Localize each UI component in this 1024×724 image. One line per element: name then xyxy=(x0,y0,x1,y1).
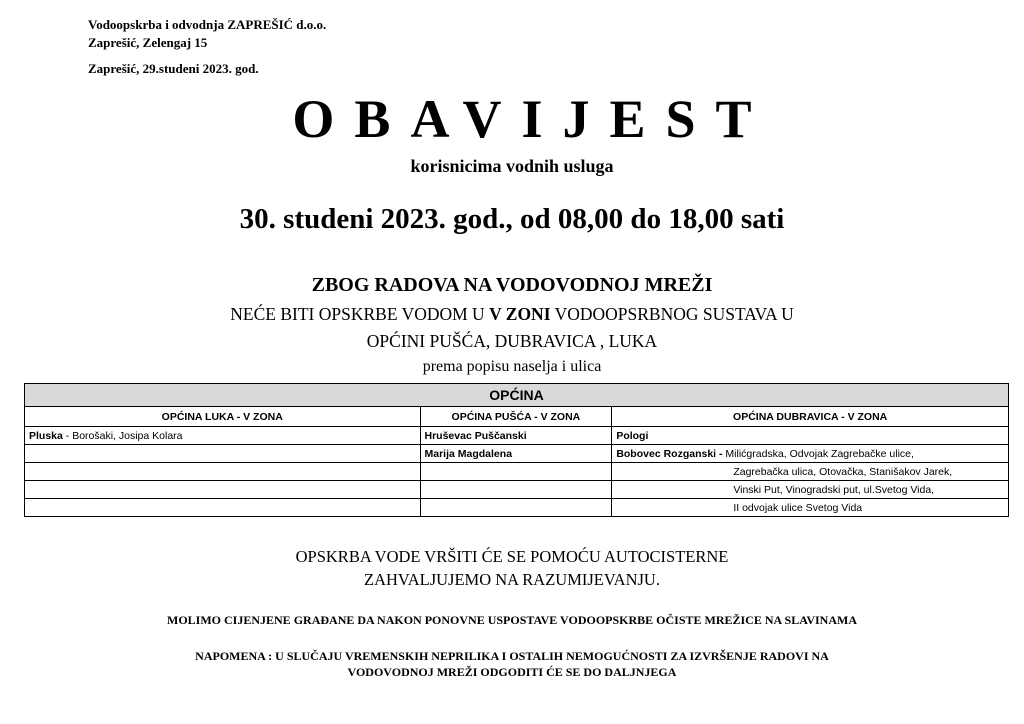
notice-line-municipalities: OPĆINI PUŠĆA, DUBRAVICA , LUKA xyxy=(366,331,658,351)
table-row xyxy=(25,427,1009,445)
notice-line-list: prema popisu naselja i ulica xyxy=(422,358,602,375)
table-column-headers xyxy=(25,407,1009,427)
company-address: Zaprešić, Zelengaj 15 xyxy=(88,35,208,50)
table-row xyxy=(25,463,1009,481)
pusca-place-2: Marija Magdalena xyxy=(424,447,513,460)
luka-streets: - Borošaki, Josipa Kolara xyxy=(62,429,183,442)
empty-cell xyxy=(420,463,612,481)
luka-place: Pluska xyxy=(29,429,63,442)
postpone-note-line-1: NAPOMENA : U SLUČAJU VREMENSKIH NEPRILIKA I OSTALIH NEMOGUĆNOSTI ZA IZVRŠENJE RADOVI NA xyxy=(195,649,829,663)
pusca-cell xyxy=(420,427,612,445)
empty-cell xyxy=(25,463,421,481)
notice-subtitle: korisnicima vodnih usluga xyxy=(410,156,614,176)
notice-title: OBAVIJEST xyxy=(292,89,772,149)
postpone-note-line-2: VODOVODNOJ MREŽI ODGODITI ĆE SE DO DALJNJEGA xyxy=(347,665,677,679)
empty-cell xyxy=(25,481,421,499)
affected-areas-table xyxy=(24,383,1009,517)
empty-cell xyxy=(25,499,421,517)
table-row xyxy=(25,499,1009,517)
dubravica-streets-4: II odvojak ulice Svetog Vida xyxy=(612,499,1009,517)
outage-reason: ZBOG RADOVA NA VODOVODNOJ MREŽI xyxy=(311,274,713,296)
supply-note: OPSKRBA VODE VRŠITI ĆE SE POMOĆU AUTOCISTERNE xyxy=(295,547,729,566)
dubravica-cell xyxy=(612,427,1009,445)
notice-pre: NEĆE BITI OPSKRBE VODOM U xyxy=(230,304,490,324)
dubravica-cell xyxy=(612,445,1009,463)
company-name: Vodoopskrba i odvodnja ZAPREŠIĆ d.o.o. xyxy=(88,17,327,32)
notice-post: VODOOPSRBNOG SUSTAVA U xyxy=(550,304,794,324)
column-header-luka: OPĆINA LUKA - V ZONA xyxy=(25,407,421,427)
dubravica-streets-3: Vinski Put, Vinogradski put, ul.Svetog Vida, xyxy=(612,481,1009,499)
cleaning-request: MOLIMO CIJENJENE GRAĐANE DA NAKON PONOVNE USPOSTAVE VODOOPSKRBE OČISTE MREŽICE NA SLAVINAMA xyxy=(167,613,857,627)
column-header-dubravica: OPĆINA DUBRAVICA - V ZONA xyxy=(612,407,1009,427)
postpone-note xyxy=(0,648,1024,680)
notice-zone: V ZONI xyxy=(489,304,551,324)
column-header-pusca: OPĆINA PUŠĆA - V ZONA xyxy=(420,407,612,427)
dubravica-streets-1: Milićgradska, Odvojak Zagrebačke ulice, xyxy=(722,447,914,460)
notice-line-zone xyxy=(0,304,1024,325)
dubravica-place-1: Pologi xyxy=(616,429,649,442)
empty-cell xyxy=(420,499,612,517)
empty-cell xyxy=(25,445,421,463)
pusca-cell xyxy=(420,445,612,463)
table-header-row xyxy=(25,384,1009,407)
issue-date: Zaprešić, 29.studeni 2023. god. xyxy=(88,61,259,76)
outage-time: 30. studeni 2023. god., od 08,00 do 18,00 sati xyxy=(239,203,785,235)
dubravica-place-2: Bobovec Rozganski - xyxy=(616,447,723,460)
luka-cell xyxy=(25,427,421,445)
table-row xyxy=(25,481,1009,499)
thanks-note: ZAHVALJUJEMO NA RAZUMIJEVANJU. xyxy=(364,570,660,589)
table-main-header: OPĆINA xyxy=(25,384,1009,407)
dubravica-streets-2: Zagrebačka ulica, Otovačka, Stanišakov Jarek, xyxy=(612,463,1009,481)
table-row xyxy=(25,445,1009,463)
pusca-place-1: Hruševac Puščanski xyxy=(424,429,527,442)
empty-cell xyxy=(420,481,612,499)
